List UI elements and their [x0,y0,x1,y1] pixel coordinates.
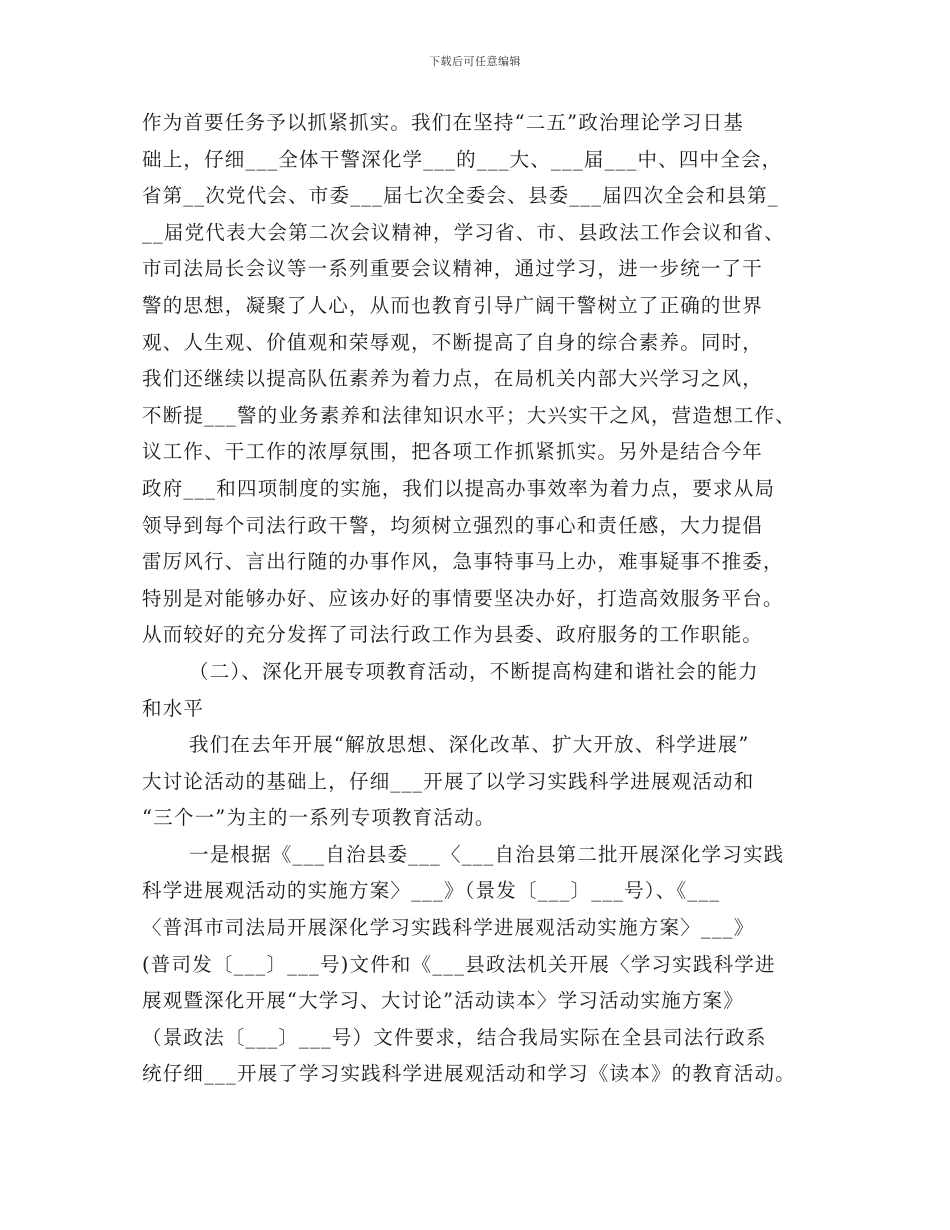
paragraph-start: 一是根据《___自治县委___〈___自治县第二批开展深化学习实践 [189,842,785,866]
text-line: 从而较好的充分发挥了司法行政工作为县委、政府服务的工作职能。 [142,623,764,647]
text-line: 不断提___警的业务素养和法律知识水平；大兴实干之风，营造想工作、 [142,403,796,427]
text-line: 作为首要任务予以抓紧抓实。我们在坚持“二五”政治理论学习日基 [142,111,744,134]
section-heading-continuation: 和水平 [142,696,205,720]
text-line: 展观暨深化开展“大学习、大讨论”活动读本〉学习活动实施方案》 [142,989,744,1013]
text-line: 观、人生观、价值观和荣辱观，不断提高了自身的综合素养。同时， [142,330,764,354]
text-line: 〈普洱市司法局开展深化学习实践科学进展观活动实施方案〉___》 [142,916,755,940]
text-line: 市司法局长会议等一系列重要会议精神，通过学习，进一步统一了干 [142,257,764,281]
section-heading: （二）、深化开展专项教育活动，不断提高构建和谐社会的能力 [189,659,759,683]
text-line: “三个一”为主的一系列专项教育活动。 [142,806,496,830]
document-body [142,105,832,1093]
text-line: 议工作、干工作的浓厚氛围，把各项工作抓紧抓实。另外是结合今年 [142,440,764,464]
text-line: 雷厉风行、言出行随的办事作风，急事特事马上办，难事疑事不推委， [142,550,784,574]
text-line: 我们还继续以提高队伍素养为着力点，在局机关内部大兴学习之风， [142,367,764,391]
text-line: 政府___和四项制度的实施，我们以提高办事效率为着力点，要求从局 [142,476,776,500]
text-line: 础上，仔细___全体干警深化学___的___大、___届___中、四中全会， [142,147,783,171]
text-line: (普司发〔___〕___号)文件和《___县政法机关开展〈学习实践科学进 [142,952,776,976]
text-line: （景政法〔___〕___号）文件要求，结合我局实际在全县司法行政系 [142,1025,767,1049]
text-line: 大讨论活动的基础上，仔细___开展了以学习实践科学进展观活动和 [142,769,755,793]
text-line: 警的思想，凝聚了人心，从而也教育引导广阔干警树立了正确的世界 [142,293,764,317]
page-header: 下载后可任意编辑 [429,55,521,68]
text-line: 省第__次党代会、市委___届七次全委会、县委___届四次全会和县第_ [142,184,779,208]
paragraph-start: 我们在去年开展“解放思想、深化改革、扩大开放、科学进展” [189,733,750,757]
text-line: 特别是对能够办好、应该办好的事情要坚决办好，打造高效服务平台。 [142,586,784,610]
text-line: __届党代表大会第二次会议精神，学习省、市、县政法工作会议和省、 [142,220,785,244]
text-line: 领导到每个司法行政干警，均须树立强烈的事心和责任感，大力提倡 [142,513,764,537]
text-line: 统仔细___开展了学习实践科学进展观活动和学习《读本》的教育活动。 [142,1062,796,1086]
text-line: 科学进展观活动的实施方案〉___》（景发〔___〕___号）、《___ [142,879,721,903]
